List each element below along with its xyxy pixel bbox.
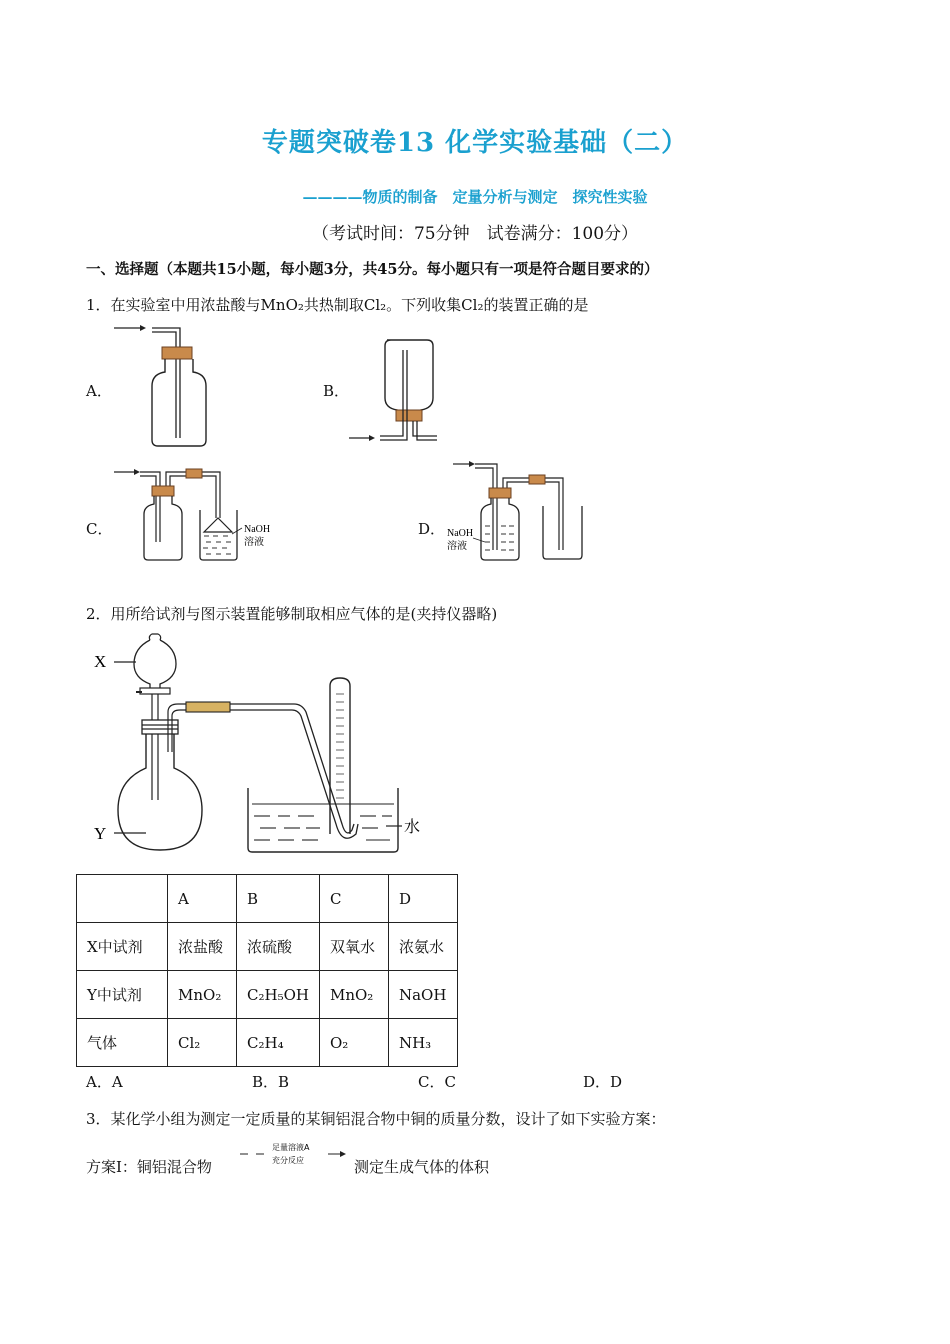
- table-header-cell: [77, 875, 168, 923]
- label-y: Y: [94, 824, 107, 843]
- table-cell: NH₃: [388, 1019, 457, 1067]
- page-title: 专题突破卷13 化学实验基础（二）: [261, 128, 689, 158]
- table-cell: Cl₂: [168, 1019, 237, 1067]
- arrow-top-label: 足量溶液A: [272, 1143, 310, 1152]
- table-cell: MnO₂: [168, 971, 237, 1019]
- table-cell: MnO₂: [319, 971, 388, 1019]
- q1-option-c-label: C．: [86, 520, 113, 538]
- exam-info: （考试时间：75分钟 试卷满分：100分）: [311, 224, 639, 244]
- question-2-text: 2．用所给试剂与图示装置能够制取相应气体的是(夹持仪器略): [86, 605, 498, 623]
- q1-option-a-label: A．: [86, 382, 112, 400]
- table-cell: 气体: [77, 1019, 168, 1067]
- table-header-cell: B: [237, 875, 320, 923]
- question-1-text: 1．在实验室中用浓盐酸与MnO₂共热制取Cl₂。下列收集Cl₂的装置正确的是: [86, 296, 589, 314]
- table-cell: X中试剂: [77, 923, 168, 971]
- table-cell: 浓硫酸: [237, 923, 320, 971]
- table-header-cell: C: [319, 875, 388, 923]
- q1-apparatus-d: [445, 458, 595, 564]
- q1-apparatus-b: [345, 338, 445, 453]
- table-cell: 双氧水: [319, 923, 388, 971]
- table-header-cell: A: [168, 875, 237, 923]
- table-cell: Y中试剂: [77, 971, 168, 1019]
- q2-answer-c: C．C: [418, 1073, 456, 1091]
- table-cell: 浓氨水: [388, 923, 457, 971]
- q3-reaction-arrow: [236, 1141, 352, 1169]
- reagent-table: [76, 874, 458, 1067]
- q1-d-solution-label: 溶液: [447, 541, 467, 552]
- label-x: X: [94, 652, 107, 671]
- q1-apparatus-a: [110, 320, 220, 450]
- table-row: [77, 1019, 458, 1067]
- q1-c-naoh-label: NaOH: [244, 524, 271, 535]
- page-subtitle: ————物质的制备 定量分析与测定 探究性实验: [302, 188, 648, 206]
- arrow-bottom-label: 充分反应: [272, 1156, 304, 1165]
- q3-scheme-prefix: 方案Ⅰ：铜铝混合物: [86, 1158, 212, 1176]
- table-cell: 浓盐酸: [168, 923, 237, 971]
- table-cell: C₂H₅OH: [237, 971, 320, 1019]
- q2-apparatus: [90, 634, 440, 858]
- q1-apparatus-c: [110, 462, 290, 564]
- q2-answer-b: B．B: [252, 1073, 290, 1091]
- table-cell: C₂H₄: [237, 1019, 320, 1067]
- q1-d-naoh-label: NaOH: [447, 528, 474, 539]
- q1-c-solution-label: 溶液: [244, 537, 264, 548]
- section-heading: 一、选择题（本题共15小题，每小题3分，共45分。每小题只有一项是符合题目要求的）: [86, 261, 659, 278]
- q2-answer-d: D．D: [583, 1073, 623, 1091]
- q1-option-b-label: B．: [323, 382, 350, 400]
- table-row: [77, 971, 458, 1019]
- table-header-cell: D: [388, 875, 457, 923]
- label-water: 水: [404, 817, 421, 836]
- table-header-row: [77, 875, 458, 923]
- q1-option-d-label: D．: [418, 520, 446, 538]
- table-cell: NaOH: [388, 971, 457, 1019]
- q3-scheme-suffix: 测定生成气体的体积: [354, 1158, 490, 1176]
- table-row: [77, 923, 458, 971]
- q2-answer-a: A．A: [86, 1073, 123, 1091]
- table-cell: O₂: [319, 1019, 388, 1067]
- question-3-text: 3．某化学小组为测定一定质量的某铜铝混合物中铜的质量分数，设计了如下实验方案：: [86, 1110, 666, 1128]
